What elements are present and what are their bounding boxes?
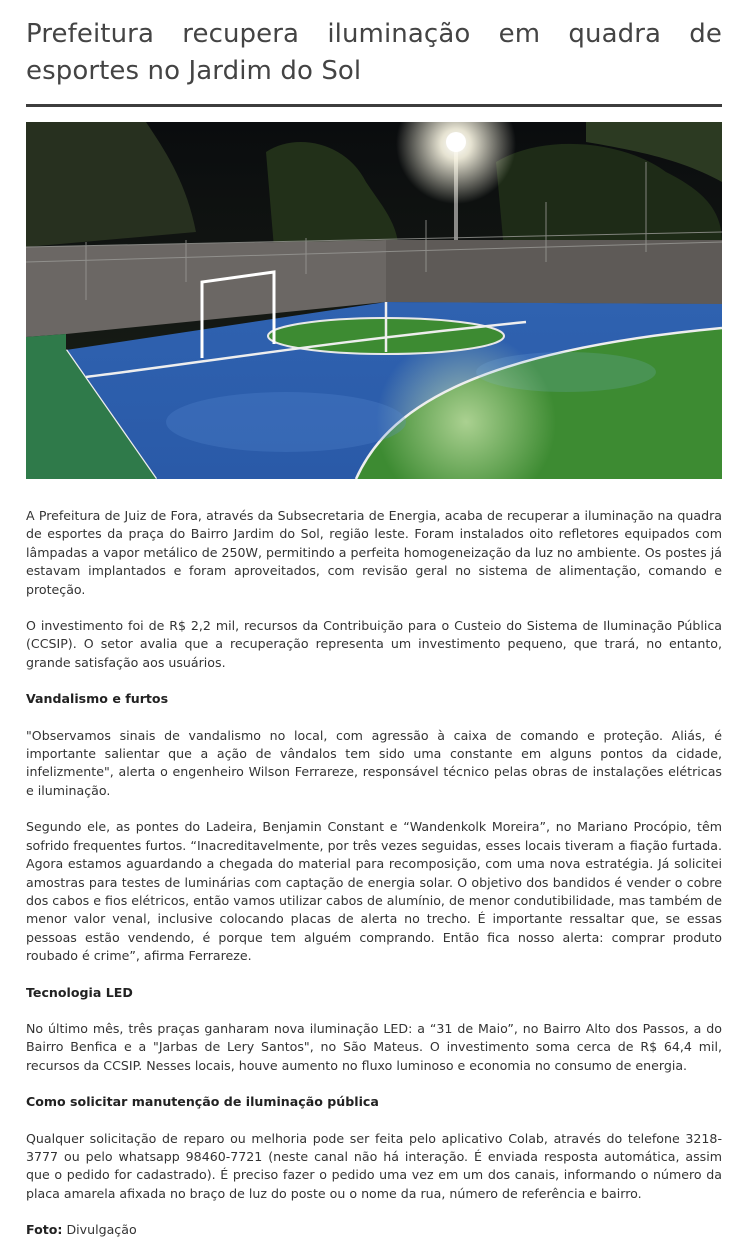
paragraph-investment: O investimento foi de R$ 2,2 mil, recursos da Contribuição para o Custeio do Sistema de Iluminação Pública (CCSIP). O setor avalia que a recuperação representa um investimento pequeno, que trará, no entanto, grande satisfação aos usuários.: [26, 618, 722, 670]
article-body: [26, 507, 722, 1240]
paragraph-thefts: Segundo ele, as pontes do Ladeira, Benjamin Constant e “Wandenkolk Moreira”, no Mariano Procópio, têm sofrido frequentes furtos. “Inacreditavelmente, por três vezes seguidas, esses locais tiveram a fiação furtada. Agora estamos aguardando a chegada do material para recomposição, com uma nova estratégia. Já solicitei amostras para testes de luminárias com captação de energia solar. O objetivo dos bandidos é vender o cobre dos cabos e fios elétricos, então vamos utilizar cabos de alumínio, de menor condutibilidade, mas também de menor valor venal, inclusive colocando placas de alerta no trecho. É importante ressaltar que, se essas pessoas estão vendendo, é porque tem alguém comprando. Então fica nosso alerta: comprar produto roubado é crime”, afirma Ferrareze.: [26, 819, 722, 964]
paragraph-led: No último mês, três praças ganharam nova iluminação LED: a “31 de Maio”, no Bairro Alto dos Passos, a do Bairro Benfica e a "Jarbas de Lery Santos", no São Mateus. O investimento soma cerca de R$ 64,4 mil, recursos da CCSIP. Nesses locais, houve aumento no fluxo luminoso e economia no consumo de energia.: [26, 1020, 722, 1073]
article-photo: [26, 122, 722, 479]
photo-credit-value: Divulgação: [66, 1222, 137, 1238]
paragraph-quote: "Observamos sinais de vandalismo no local, com agressão à caixa de comando e proteção. Aliás, é importante salientar que a ação de vândalos tem sido uma constante em alguns pontos da cidade, infelizmente", alerta o engenheiro Wilson Ferrareze, responsável técnico pelas obras de instalações elétricas e iluminação.: [26, 727, 722, 798]
paragraph-intro: A Prefeitura de Juiz de Fora, através da Subsecretaria de Energia, acaba de recuperar a iluminação na quadra de esportes da praça do Bairro Jardim do Sol, região leste. Foram instalados oito refletores equipados com lâmpadas a vapor metálico de 250W, permitindo a perfeita homogeneização da luz no ambiente. Os postes já estavam implantados e foram aproveitados, com revisão geral no sistema de alimentação, comando e proteção.: [26, 508, 722, 597]
photo-credit-label: Foto:: [26, 1222, 63, 1238]
subheading-maintenance: Como solicitar manutenção de iluminação pública: [26, 1094, 379, 1110]
court-photo-illustration: [26, 122, 722, 479]
article-title: Prefeitura recupera iluminação em quadra de esportes no Jardim do Sol: [26, 19, 722, 86]
subheading-led: Tecnologia LED: [26, 984, 133, 1000]
subheading-vandalism: Vandalismo e furtos: [26, 691, 169, 707]
paragraph-maintenance: Qualquer solicitação de reparo ou melhoria pode ser feita pelo aplicativo Colab, através do telefone 3218-3777 ou pelo whatsapp 98460-7721 (neste canal não há interação. É enviada resposta automática, assim que o pedido for cadastrado). É preciso fazer o pedido uma vez em um dos canais, informando o número da placa amarela afixada no braço de luz do poste ou o nome da rua, número de referência e bairro.: [26, 1130, 722, 1201]
article-page: [26, 0, 722, 1258]
title-divider: [26, 104, 722, 107]
photo-credit: [26, 1221, 722, 1239]
